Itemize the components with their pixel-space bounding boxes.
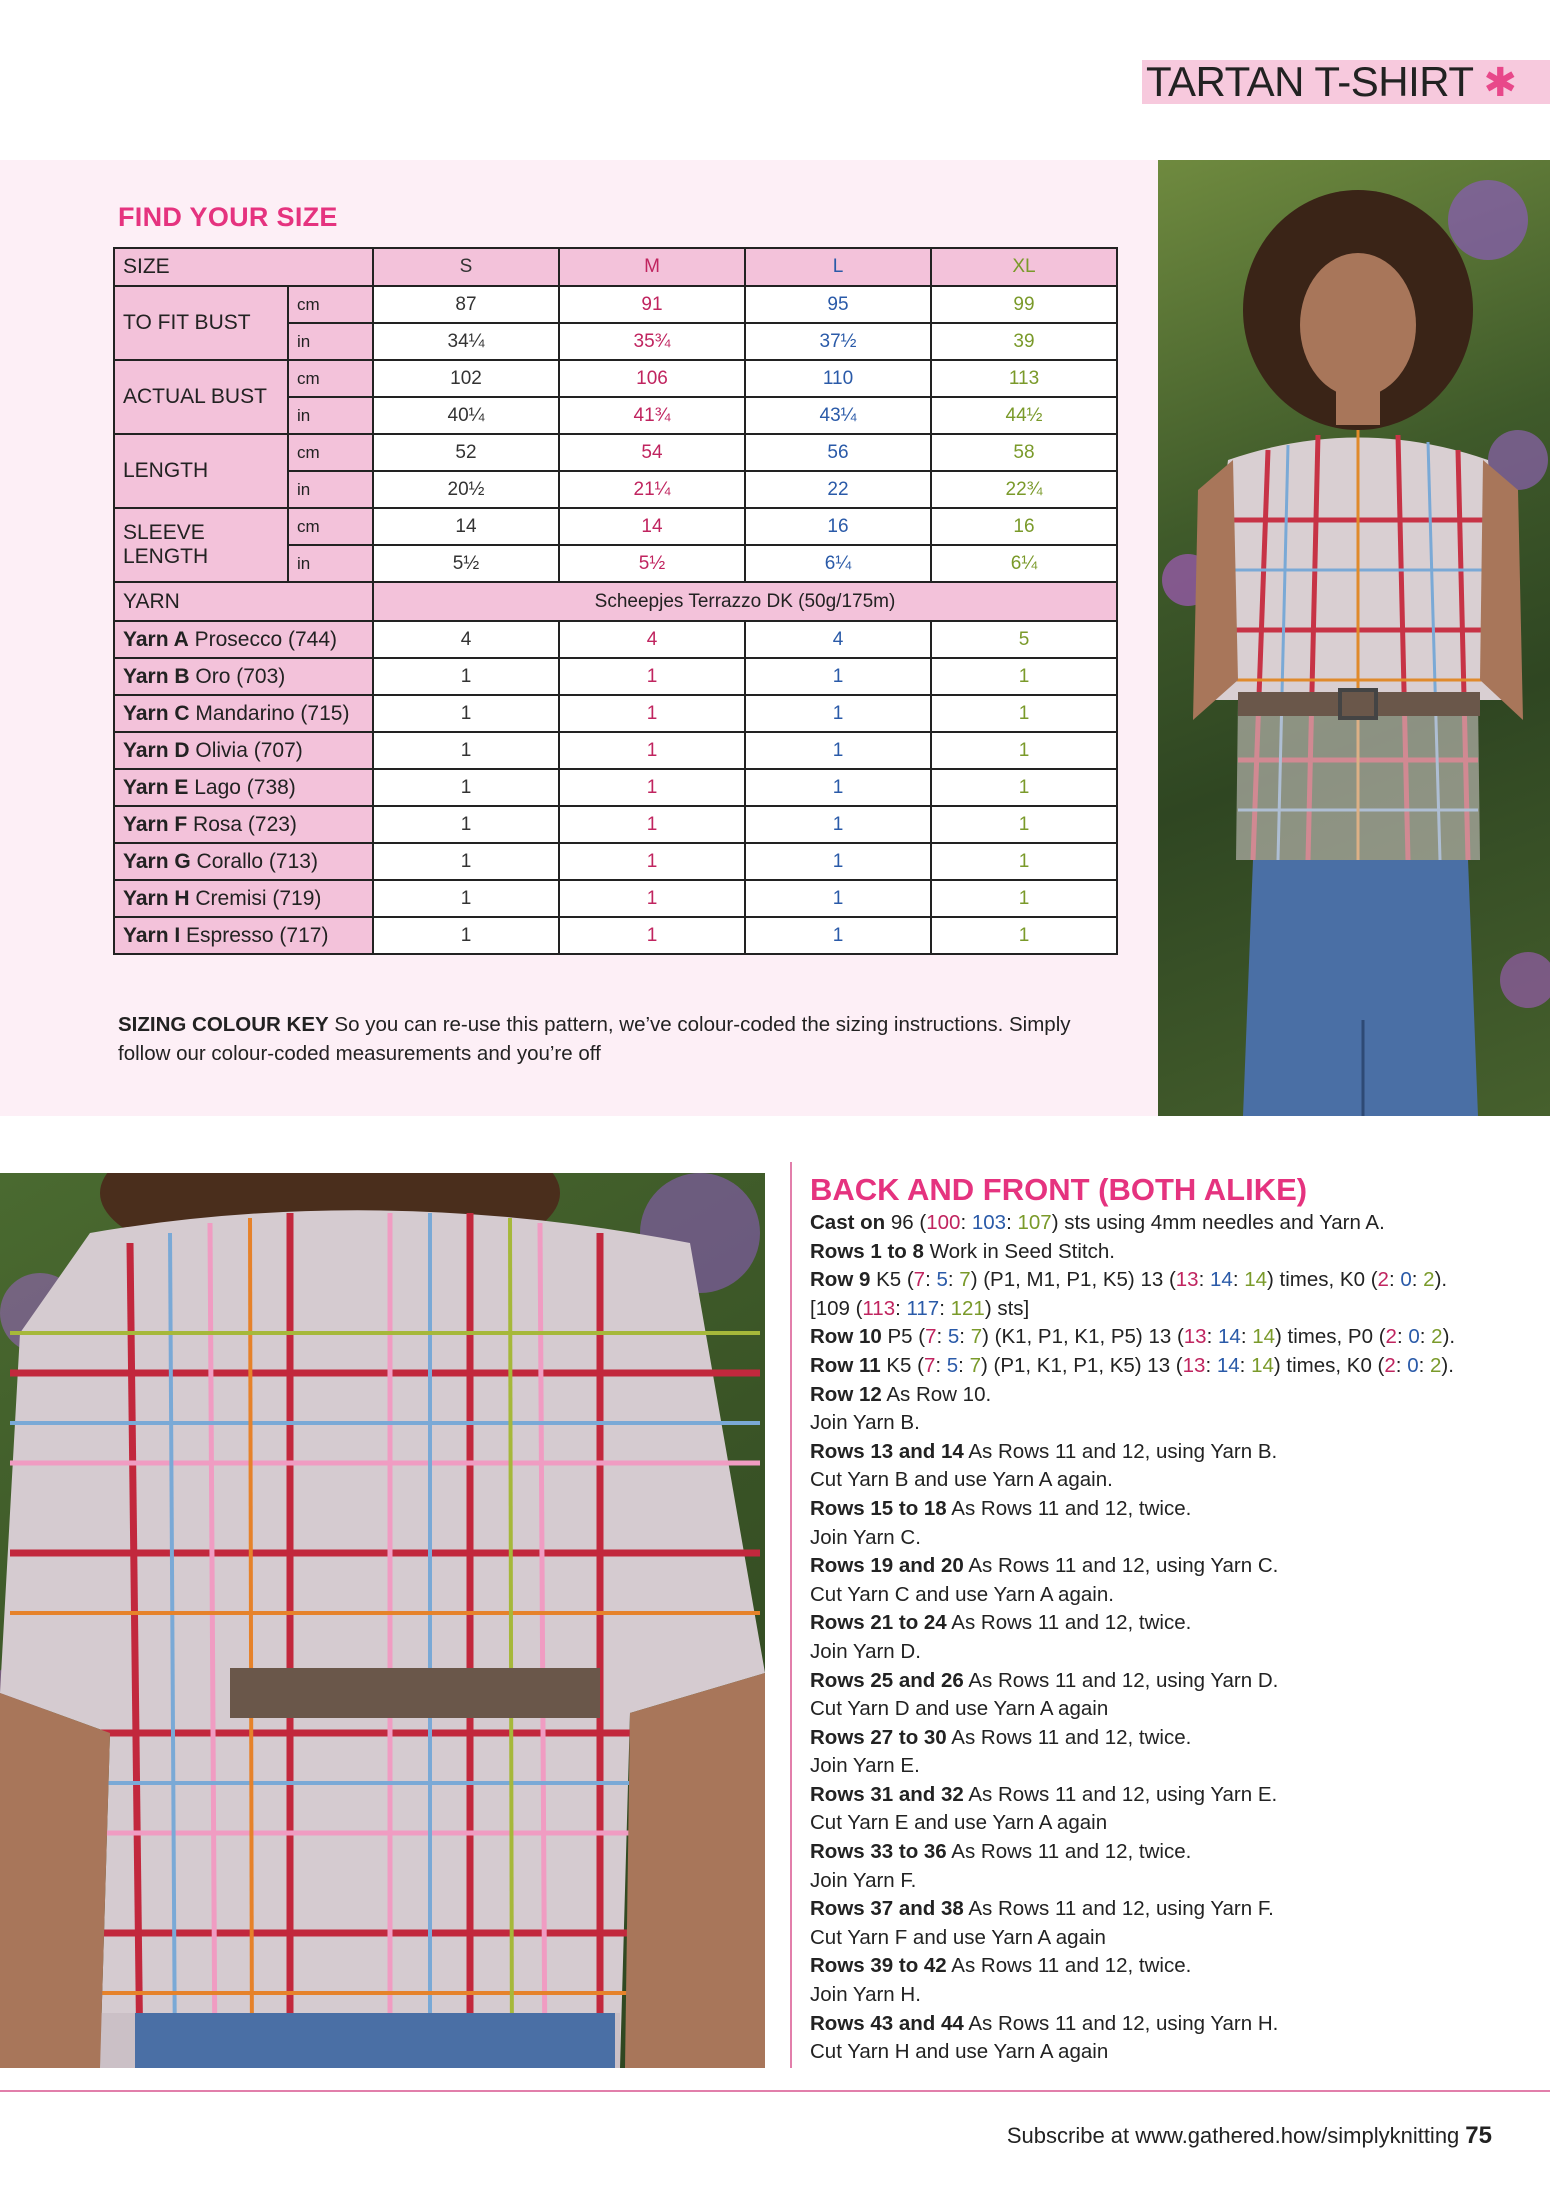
size-value: 13 xyxy=(1183,1325,1207,1349)
measurement-label: LENGTH xyxy=(114,434,288,508)
yarn-quantity: 1 xyxy=(931,658,1117,695)
page-title: TARTAN T-SHIRT ✱ xyxy=(1146,58,1517,105)
row-label: Rows 43 and 44 xyxy=(810,2011,964,2035)
size-value: 117 xyxy=(906,1296,940,1320)
row-text: As Rows 11 and 12, twice. xyxy=(946,1725,1192,1749)
yarn-quantity: 1 xyxy=(373,658,559,695)
row-text: ) times, K0 ( xyxy=(1267,1268,1378,1292)
size-value: 7 xyxy=(970,1325,983,1349)
measurement-value: 110 xyxy=(745,360,931,397)
unit-label: cm xyxy=(288,286,373,323)
measurement-value: 39 xyxy=(931,323,1117,360)
subscribe-text: Subscribe at www.gathered.how/simplyknitting xyxy=(1006,2123,1460,2148)
yarn-name: Yarn B xyxy=(123,664,190,688)
yarn-colour: Mandarino (715) xyxy=(195,701,350,725)
row-text: ) (P1, M1, P1, K5) 13 ( xyxy=(970,1268,1176,1292)
pattern-line: Row 10 P5 (7: 5: 7) (K1, P1, K1, P5) 13 (13: 14: 14) times, P0 (2: 0: 2). xyxy=(810,1325,1456,1349)
yarn-row xyxy=(114,917,1117,954)
row-label: Row 11 xyxy=(810,1353,881,1377)
measurement-value: 40¼ xyxy=(373,397,559,434)
pattern-line xyxy=(810,1695,1530,1724)
measurement-value: 43¼ xyxy=(745,397,931,434)
row-text: ). xyxy=(1441,1353,1454,1377)
model-front-illustration xyxy=(1158,160,1550,1116)
size-value: 107 xyxy=(1017,1211,1052,1234)
unit-label: cm xyxy=(288,508,373,545)
measurement-value: 106 xyxy=(559,360,745,397)
pattern-line xyxy=(810,1838,1530,1867)
row-text: As Rows 11 and 12, using Yarn B. xyxy=(963,1439,1278,1463)
yarn-name-cell xyxy=(114,732,373,769)
yarn-quantity: 1 xyxy=(559,843,745,880)
size-value: 2 xyxy=(1431,1325,1443,1349)
row-text: As Rows 11 and 12, twice. xyxy=(946,1496,1192,1520)
yarn-quantity: 1 xyxy=(745,695,931,732)
yarn-row xyxy=(114,658,1117,695)
yarn-row xyxy=(114,806,1117,843)
yarn-quantity: 1 xyxy=(931,843,1117,880)
row-text: ) times, P0 ( xyxy=(1275,1325,1386,1349)
size-value: 0 xyxy=(1407,1353,1419,1377)
yarn-name: Yarn D xyxy=(123,738,190,762)
unit-label: cm xyxy=(288,434,373,471)
row-text: Work in Seed Stitch. xyxy=(923,1239,1115,1263)
measurement-value: 22¾ xyxy=(931,471,1117,508)
pattern-line xyxy=(810,1438,1530,1467)
row-text: ) (K1, P1, K1, P5) 13 ( xyxy=(982,1325,1184,1349)
size-value: 113 xyxy=(862,1296,896,1320)
size-value: 2 xyxy=(1423,1268,1435,1292)
back-and-front-heading: BACK AND FRONT (BOTH ALIKE) xyxy=(810,1172,1308,1207)
size-value: 7 xyxy=(923,1353,936,1377)
yarn-colour: Prosecco (744) xyxy=(194,627,337,651)
yarn-row xyxy=(114,621,1117,658)
measurement-row xyxy=(114,360,1117,397)
measurement-value: 54 xyxy=(559,434,745,471)
yarn-row xyxy=(114,732,1117,769)
yarn-name: Yarn I xyxy=(123,923,181,947)
yarn-colour: Espresso (717) xyxy=(186,923,329,947)
yarn-quantity: 1 xyxy=(745,769,931,806)
pattern-line xyxy=(810,1524,1530,1553)
yarn-quantity: 1 xyxy=(931,769,1117,806)
row-text: Cut Yarn E and use Yarn A again xyxy=(810,1811,1108,1835)
pattern-line xyxy=(810,1781,1530,1810)
size-value: 14 xyxy=(1251,1353,1274,1377)
column-divider xyxy=(790,1162,792,2068)
row-label: Rows 21 to 24 xyxy=(810,1611,947,1635)
yarn-colour: Rosa (723) xyxy=(193,812,297,836)
measurement-value: 35¾ xyxy=(559,323,745,360)
yarn-name-cell xyxy=(114,695,373,732)
size-value: 0 xyxy=(1408,1325,1420,1349)
size-value: 2 xyxy=(1377,1268,1389,1292)
size-value: 121 xyxy=(950,1296,985,1320)
row-text: As Rows 11 and 12, twice. xyxy=(946,1611,1192,1635)
yarn-quantity: 1 xyxy=(373,769,559,806)
yarn-header-row xyxy=(114,582,1117,621)
yarn-name: Yarn C xyxy=(123,701,190,725)
measurement-label: TO FIT BUST xyxy=(114,286,288,360)
yarn-name-cell xyxy=(114,806,373,843)
measurement-label: SLEEVE LENGTH xyxy=(114,508,288,582)
yarn-quantity: 1 xyxy=(931,732,1117,769)
yarn-quantity: 1 xyxy=(373,880,559,917)
pattern-line: Cast on 96 (100: 103: 107) sts using 4mm needles and Yarn A. xyxy=(810,1211,1385,1234)
measurement-value: 41¾ xyxy=(559,397,745,434)
yarn-quantity: 1 xyxy=(559,806,745,843)
yarn-name-cell xyxy=(114,769,373,806)
yarn-quantity: 1 xyxy=(745,843,931,880)
yarn-name-cell xyxy=(114,658,373,695)
row-text: Cut Yarn C and use Yarn A again. xyxy=(810,1582,1114,1606)
yarn-brand: Scheepjes Terrazzo DK (50g/175m) xyxy=(373,582,1117,621)
flower-icon: ✱ xyxy=(1483,61,1517,105)
unit-label: in xyxy=(288,471,373,508)
pattern-line xyxy=(810,1952,1530,1981)
row-label: Rows 39 to 42 xyxy=(810,1954,947,1978)
measurement-value: 91 xyxy=(559,286,745,323)
size-value: 100 xyxy=(926,1211,961,1234)
row-label: Rows 15 to 18 xyxy=(810,1496,947,1520)
measurement-value: 113 xyxy=(931,360,1117,397)
yarn-quantity: 1 xyxy=(373,917,559,954)
row-label: Rows 37 and 38 xyxy=(810,1897,964,1921)
pattern-line xyxy=(810,1381,1530,1410)
pattern-line xyxy=(810,1466,1530,1495)
row-label: Cast on xyxy=(810,1211,886,1234)
measurement-value: 95 xyxy=(745,286,931,323)
row-label: Rows 31 and 32 xyxy=(810,1782,964,1806)
yarn-name: Yarn G xyxy=(123,849,191,873)
yarn-quantity: 1 xyxy=(745,732,931,769)
unit-label: cm xyxy=(288,360,373,397)
row-text: ). xyxy=(1434,1268,1448,1292)
row-text: As Rows 11 and 12, using Yarn E. xyxy=(963,1782,1278,1806)
pattern-line xyxy=(810,1895,1530,1924)
measurement-value: 22 xyxy=(745,471,931,508)
pattern-line xyxy=(810,1238,1530,1267)
size-header-l: L xyxy=(745,248,931,286)
size-value: 103 xyxy=(971,1211,1007,1234)
measurement-value: 16 xyxy=(931,508,1117,545)
row-label: Rows 27 to 30 xyxy=(810,1725,947,1749)
footer-rule xyxy=(0,2090,1550,2092)
yarn-quantity: 1 xyxy=(559,658,745,695)
row-label: Rows 25 and 26 xyxy=(810,1668,964,1692)
size-header-row xyxy=(114,248,1117,286)
row-text: 96 ( xyxy=(885,1211,927,1234)
row-text: ) (P1, K1, P1, K5) 13 ( xyxy=(980,1353,1183,1377)
row-text: K5 ( xyxy=(880,1353,924,1377)
measurement-value: 102 xyxy=(373,360,559,397)
yarn-quantity: 1 xyxy=(373,843,559,880)
yarn-quantity: 1 xyxy=(559,880,745,917)
pattern-line xyxy=(810,1581,1530,1610)
model-front-photo xyxy=(1158,160,1550,1116)
measurement-value: 14 xyxy=(559,508,745,545)
pattern-instructions xyxy=(810,1209,1530,2067)
row-text: ) sts using 4mm needles and Yarn A. xyxy=(1051,1211,1385,1234)
measurement-row xyxy=(114,508,1117,545)
measurement-row xyxy=(114,286,1117,323)
yarn-row xyxy=(114,769,1117,806)
unit-label: in xyxy=(288,323,373,360)
yarn-quantity: 1 xyxy=(745,880,931,917)
yarn-name-cell xyxy=(114,917,373,954)
row-text: As Rows 11 and 12, using Yarn F. xyxy=(963,1897,1274,1921)
yarn-quantity: 1 xyxy=(373,732,559,769)
measurement-value: 44½ xyxy=(931,397,1117,434)
yarn-quantity: 1 xyxy=(559,732,745,769)
size-value: 5 xyxy=(946,1353,959,1377)
yarn-quantity: 1 xyxy=(745,917,931,954)
measurement-value: 58 xyxy=(931,434,1117,471)
size-label: SIZE xyxy=(114,248,373,286)
size-header-m: M xyxy=(559,248,745,286)
pattern-line xyxy=(810,1981,1530,2010)
model-back-illustration xyxy=(0,1173,765,2068)
measurement-value: 5½ xyxy=(373,545,559,582)
measurement-value: 99 xyxy=(931,286,1117,323)
yarn-colour: Lago (738) xyxy=(194,775,296,799)
pattern-line xyxy=(810,1809,1530,1838)
measurement-value: 56 xyxy=(745,434,931,471)
size-value: 7 xyxy=(913,1268,926,1292)
size-value: 14 xyxy=(1210,1268,1233,1292)
size-value: 14 xyxy=(1218,1325,1241,1349)
size-table xyxy=(113,247,1118,955)
pattern-line xyxy=(810,1638,1530,1667)
size-value: 5 xyxy=(936,1268,948,1292)
row-text: [109 ( xyxy=(810,1296,863,1320)
measurement-value: 14 xyxy=(373,508,559,545)
size-value: 14 xyxy=(1244,1268,1268,1292)
yarn-colour: Oro (703) xyxy=(195,664,286,688)
pattern-line: [109 (113: 117: 121) sts] xyxy=(810,1296,1030,1320)
row-text: Cut Yarn H and use Yarn A again xyxy=(810,2040,1109,2064)
pattern-line xyxy=(810,1924,1530,1953)
yarn-quantity: 1 xyxy=(559,769,745,806)
size-value: 7 xyxy=(925,1325,937,1349)
size-value: 13 xyxy=(1182,1353,1206,1377)
pattern-line xyxy=(810,1409,1530,1438)
pattern-line xyxy=(810,1609,1530,1638)
row-label: Rows 1 to 8 xyxy=(810,1239,924,1263)
row-text: P5 ( xyxy=(881,1325,926,1349)
yarn-name: Yarn A xyxy=(123,627,189,651)
size-header-s: S xyxy=(373,248,559,286)
yarn-row xyxy=(114,843,1117,880)
pattern-line xyxy=(810,1724,1530,1753)
pattern-line xyxy=(810,1867,1530,1896)
find-your-size-heading: FIND YOUR SIZE xyxy=(118,202,338,232)
pattern-line xyxy=(810,2038,1530,2067)
yarn-name-cell xyxy=(114,843,373,880)
measurement-value: 87 xyxy=(373,286,559,323)
yarn-quantity: 1 xyxy=(931,917,1117,954)
measurement-value: 16 xyxy=(745,508,931,545)
pattern-line xyxy=(810,1752,1530,1781)
yarn-colour: Cremisi (719) xyxy=(195,886,322,910)
pattern-line xyxy=(810,1495,1530,1524)
row-text: Join Yarn B. xyxy=(810,1411,920,1435)
yarn-name: Yarn E xyxy=(123,775,189,799)
row-text: Join Yarn C. xyxy=(810,1525,921,1549)
measurement-label: ACTUAL BUST xyxy=(114,360,288,434)
row-text: Cut Yarn D and use Yarn A again xyxy=(810,1697,1109,1721)
pattern-line: Row 9 K5 (7: 5: 7) (P1, M1, P1, K5) 13 (13: 14: 14) times, K0 (2: 0: 2). xyxy=(810,1268,1448,1292)
row-label: Row 10 xyxy=(810,1325,882,1349)
measurement-value: 6¼ xyxy=(931,545,1117,582)
measurement-value: 5½ xyxy=(559,545,745,582)
row-text: Join Yarn D. xyxy=(810,1639,921,1663)
measurement-row xyxy=(114,434,1117,471)
footer xyxy=(1007,2122,1492,2150)
size-value: 14 xyxy=(1216,1353,1240,1377)
pattern-line xyxy=(810,2010,1530,2039)
yarn-name-cell xyxy=(114,880,373,917)
yarn-quantity: 1 xyxy=(745,658,931,695)
measurement-value: 37½ xyxy=(745,323,931,360)
row-label: Row 9 xyxy=(810,1268,871,1292)
model-back-photo xyxy=(0,1173,765,2068)
yarn-quantity: 1 xyxy=(559,695,745,732)
row-text: ) times, K0 ( xyxy=(1273,1353,1385,1377)
row-label: Rows 13 and 14 xyxy=(810,1439,964,1463)
row-text: ) sts] xyxy=(984,1296,1030,1320)
size-value: 7 xyxy=(969,1353,981,1377)
row-text: As Rows 11 and 12, twice. xyxy=(946,1954,1192,1978)
measurement-value: 52 xyxy=(373,434,559,471)
yarn-colour: Olivia (707) xyxy=(195,738,303,762)
key-text: So you can re-use this pattern, we’ve colour-coded the sizing instructions. Simply follow our colour-coded measurements and you’re off xyxy=(118,1013,1071,1065)
key-title: SIZING COLOUR KEY xyxy=(118,1013,329,1036)
row-text: ). xyxy=(1442,1325,1456,1349)
size-value: 7 xyxy=(959,1268,971,1292)
size-value: 13 xyxy=(1175,1268,1199,1292)
row-text: As Rows 11 and 12, using Yarn D. xyxy=(963,1668,1279,1692)
yarn-quantity: 1 xyxy=(373,695,559,732)
row-label: Row 12 xyxy=(810,1382,882,1406)
row-text: As Rows 11 and 12, twice. xyxy=(946,1840,1192,1864)
row-text: As Row 10. xyxy=(881,1382,992,1406)
yarn-quantity: 1 xyxy=(931,695,1117,732)
yarn-name: Yarn H xyxy=(123,886,190,910)
row-text: Cut Yarn B and use Yarn A again. xyxy=(810,1468,1113,1492)
unit-label: in xyxy=(288,545,373,582)
yarn-row xyxy=(114,695,1117,732)
measurement-value: 21¼ xyxy=(559,471,745,508)
size-header-xl: XL xyxy=(931,248,1117,286)
yarn-quantity: 4 xyxy=(745,621,931,658)
pattern-line xyxy=(810,1667,1530,1696)
size-value: 2 xyxy=(1385,1325,1397,1349)
yarn-label: YARN xyxy=(114,582,373,621)
row-text: Join Yarn H. xyxy=(810,1983,921,2007)
yarn-colour: Corallo (713) xyxy=(196,849,318,873)
yarn-row xyxy=(114,880,1117,917)
size-value: 5 xyxy=(947,1325,960,1349)
row-label: Rows 33 to 36 xyxy=(810,1840,947,1864)
yarn-quantity: 5 xyxy=(931,621,1117,658)
size-value: 0 xyxy=(1400,1268,1412,1292)
row-text: As Rows 11 and 12, using Yarn C. xyxy=(963,1554,1279,1578)
yarn-quantity: 1 xyxy=(931,806,1117,843)
yarn-quantity: 1 xyxy=(559,917,745,954)
page-number: 75 xyxy=(1465,2122,1492,2149)
size-value: 14 xyxy=(1252,1325,1276,1349)
row-label: Rows 19 and 20 xyxy=(810,1554,964,1578)
yarn-quantity: 4 xyxy=(559,621,745,658)
yarn-quantity: 4 xyxy=(373,621,559,658)
size-value: 2 xyxy=(1430,1353,1442,1377)
pattern-line: Row 11 K5 (7: 5: 7) (P1, K1, P1, K5) 13 (13: 14: 14) times, K0 (2: 0: 2). xyxy=(810,1353,1454,1377)
row-text: Cut Yarn F and use Yarn A again xyxy=(810,1925,1106,1949)
pattern-line xyxy=(810,1552,1530,1581)
sizing-colour-key xyxy=(118,1010,1128,1068)
row-text: Join Yarn F. xyxy=(810,1868,917,1892)
unit-label: in xyxy=(288,397,373,434)
yarn-name: Yarn F xyxy=(123,812,188,836)
size-value: 2 xyxy=(1384,1353,1396,1377)
row-text: K5 ( xyxy=(870,1268,914,1292)
yarn-quantity: 1 xyxy=(373,806,559,843)
yarn-quantity: 1 xyxy=(931,880,1117,917)
measurement-value: 34¼ xyxy=(373,323,559,360)
row-text: Join Yarn E. xyxy=(810,1754,920,1778)
yarn-name-cell xyxy=(114,621,373,658)
measurement-value: 20½ xyxy=(373,471,559,508)
yarn-quantity: 1 xyxy=(745,806,931,843)
row-text: As Rows 11 and 12, using Yarn H. xyxy=(963,2011,1279,2035)
measurement-value: 6¼ xyxy=(745,545,931,582)
